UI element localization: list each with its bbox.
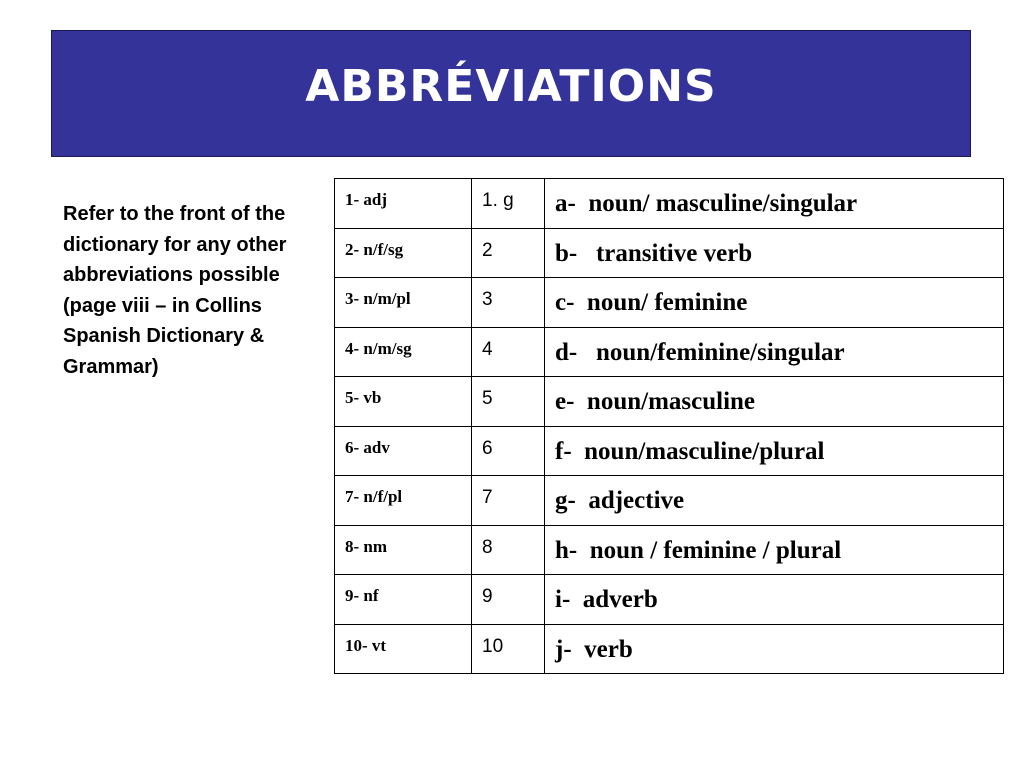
answer-cell: 7 (472, 476, 545, 526)
answer-cell: 2 (472, 228, 545, 278)
abbreviation-cell: 3- n/m/pl (335, 278, 472, 328)
meaning-cell: a- noun/ masculine/singular (545, 179, 1004, 229)
table-row (335, 278, 1004, 328)
meaning-cell: i- adverb (545, 575, 1004, 625)
meaning-cell: j- verb (545, 624, 1004, 674)
abbreviation-cell: 1- adj (335, 179, 472, 229)
table-row (335, 575, 1004, 625)
answer-cell: 6 (472, 426, 545, 476)
meaning-cell: d- noun/feminine/singular (545, 327, 1004, 377)
answer-cell: 1. g (472, 179, 545, 229)
meaning-cell: h- noun / feminine / plural (545, 525, 1004, 575)
abbreviation-cell: 5- vb (335, 377, 472, 427)
meaning-cell: c- noun/ feminine (545, 278, 1004, 328)
table-row (335, 426, 1004, 476)
meaning-cell: e- noun/masculine (545, 377, 1004, 427)
abbreviation-table (334, 178, 1004, 674)
meaning-cell: b- transitive verb (545, 228, 1004, 278)
answer-cell: 9 (472, 575, 545, 625)
table-row (335, 377, 1004, 427)
table-row (335, 624, 1004, 674)
title-banner (51, 30, 971, 157)
meaning-cell: g- adjective (545, 476, 1004, 526)
abbreviation-cell: 8- nm (335, 525, 472, 575)
table-row (335, 327, 1004, 377)
abbreviation-cell: 6- adv (335, 426, 472, 476)
abbreviation-cell: 4- n/m/sg (335, 327, 472, 377)
table-row (335, 179, 1004, 229)
meaning-cell: f- noun/masculine/plural (545, 426, 1004, 476)
table-row (335, 476, 1004, 526)
answer-cell: 8 (472, 525, 545, 575)
answer-cell: 5 (472, 377, 545, 427)
abbreviation-cell: 2- n/f/sg (335, 228, 472, 278)
table-row (335, 228, 1004, 278)
page-title: ABBRÉVIATIONS (305, 61, 717, 112)
abbreviation-cell: 7- n/f/pl (335, 476, 472, 526)
abbreviation-cell: 10- vt (335, 624, 472, 674)
answer-cell: 10 (472, 624, 545, 674)
answer-cell: 3 (472, 278, 545, 328)
table-row (335, 525, 1004, 575)
abbreviation-cell: 9- nf (335, 575, 472, 625)
answer-cell: 4 (472, 327, 545, 377)
reference-note: Refer to the front of the dictionary for any other abbreviations possible (page viii – in Collins Spanish Dictionary & Grammar) (63, 203, 287, 378)
